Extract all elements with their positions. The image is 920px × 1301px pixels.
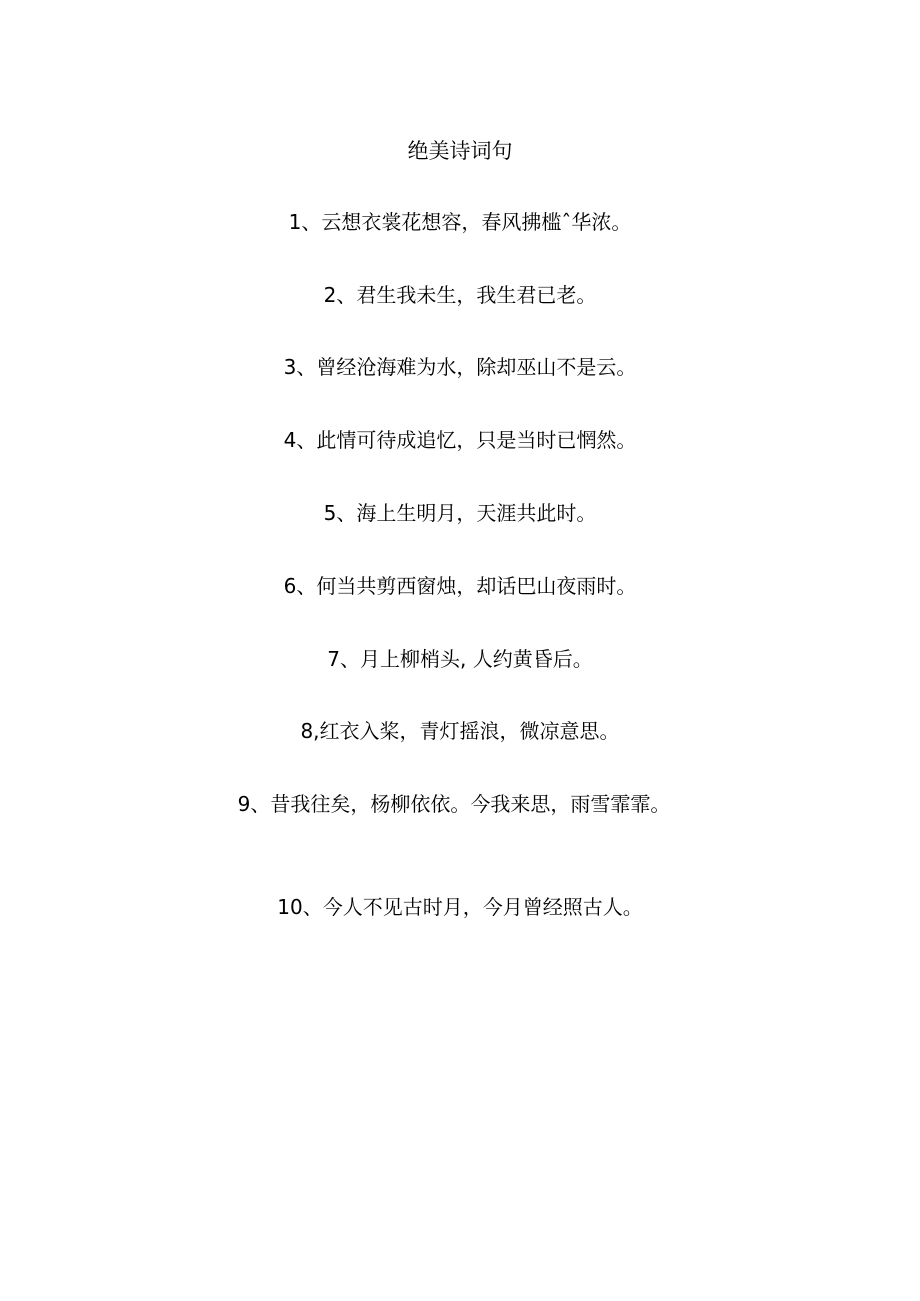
poem-line-7: 7、月上柳梢头, 人约黄昏后。 bbox=[327, 647, 593, 671]
poem-line-10: 10、今人不见古时月，今月曾经照古人。 bbox=[277, 895, 643, 919]
poem-line-6: 6、何当共剪西窗烛，却话巴山夜雨时。 bbox=[283, 574, 637, 598]
page-title: 绝美诗词句 bbox=[407, 139, 513, 163]
poem-line-3: 3、曾经沧海难为水，除却巫山不是云。 bbox=[283, 355, 637, 379]
poem-line-4: 4、此情可待成追忆，只是当时已惘然。 bbox=[283, 428, 637, 452]
poem-line-2: 2、君生我未生，我生君已老。 bbox=[323, 283, 597, 307]
poem-line-5: 5、海上生明月，天涯共此时。 bbox=[323, 501, 597, 525]
poem-line-9: 9、昔我往矣，杨柳依依。今我来思，雨雪霏霏。 bbox=[237, 792, 671, 816]
poem-line-8: 8,红衣入桨，青灯摇浪，微凉意思。 bbox=[300, 719, 620, 743]
poem-line-1: 1、云想衣裳花想容，春风拂槛ˆ华浓。 bbox=[288, 210, 632, 234]
